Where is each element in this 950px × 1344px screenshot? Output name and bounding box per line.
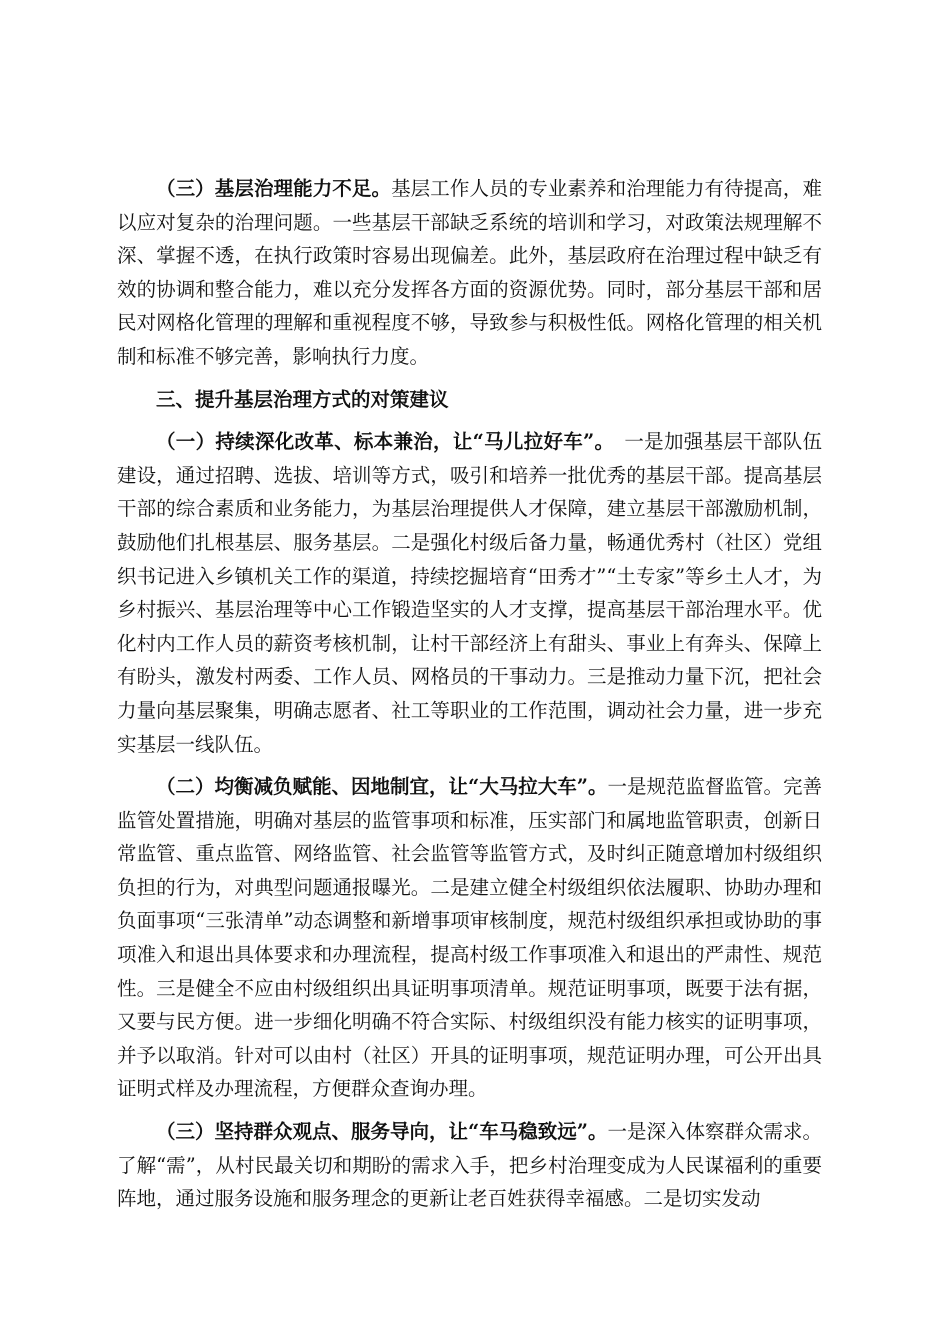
paragraph-title: （一）持续深化改革、标本兼治，让“马儿拉好车”。 [156,430,605,454]
document-page [117,172,822,1225]
paragraph-body: 一是深入体察群众需求。了解“需”，从村民最关切和期盼的需求入手，把乡村治理变成为人民谋福利的重要阵地，通过服务设施和服务理念的更新让老百姓获得幸福感。二是切实发动 [117,1120,822,1211]
section-heading: 三、提升基层治理方式的对策建议 [156,387,449,411]
paragraph-title: （二）均衡减负赋能、因地制宜，让“大马拉大车”。 [156,775,608,799]
paragraph-capacity-shortfall [117,172,822,374]
paragraph-body: 基层工作人员的专业素养和治理能力有待提高，难以应对复杂的治理问题。一些基层干部缺乏系统的培训和学习，对政策法规理解不深、掌握不透，在执行政策时容易出现偏差。此外，基层政府在治理过程中缺乏有效的协调和整合能力，难以充分发挥各方面的资源优势。同时，部分基层干部和居民对网格化管理的理解和重视程度不够，导致参与积极性低。网格化管理的相关机制和标准不够完善，影响执行力度。 [117,177,822,368]
paragraph-title: （三）基层治理能力不足。 [156,177,392,200]
paragraph-deepen-reform [117,425,822,761]
paragraph-title: （三）坚持群众观点、服务导向，让“车马稳致远”。 [156,1120,608,1144]
paragraph-reduce-burden [117,770,822,1106]
paragraph-service-oriented [117,1115,822,1216]
paragraph-body: 一是加强基层干部队伍建设，通过招聘、选拔、培训等方式，吸引和培养一批优秀的基层干部。提高基层干部的综合素质和业务能力，为基层治理提供人才保障，建立基层干部激励机制，鼓励他们扎根基层、服务基层。二是强化村级后备力量，畅通优秀村（社区）党组织书记进入乡镇机关工作的渠道，持续挖掘培育“田秀才”“土专家”等乡土人才，为乡村振兴、基层治理等中心工作锻造坚实的人才支撑，提高基层干部治理水平。优化村内工作人员的薪资考核机制，让村干部经济上有甜头、事业上有奔头、保障上有盼头，激发村两委、工作人员、网格员的干事动力。三是推动力量下沉，把社会力量向基层聚集，明确志愿者、社工等职业的工作范围，调动社会力量，进一步充实基层一线队伍。 [117,430,822,756]
paragraph-body: 一是规范监督监管。完善监管处置措施，明确对基层的监管事项和标准，压实部门和属地监管职责，创新日常监管、重点监管、网络监管、社会监管等监管方式，及时纠正随意增加村级组织负担的行为，对典型问题通报曝光。二是建立健全村级组织依法履职、协助办理和负面事项“三张清单”动态调整和新增事项审核制度，规范村级组织承担或协助的事项准入和退出具体要求和办理流程，提高村级工作事项准入和退出的严肃性、规范性。三是健全不应由村级组织出具证明事项清单。规范证明事项，既要于法有据，又要与民方便。进一步细化明确不符合实际、村级组织没有能力核实的证明事项，并予以取消。针对可以由村（社区）开具的证明事项，规范证明办理，可公开出具证明式样及办理流程，方便群众查询办理。 [117,775,822,1101]
